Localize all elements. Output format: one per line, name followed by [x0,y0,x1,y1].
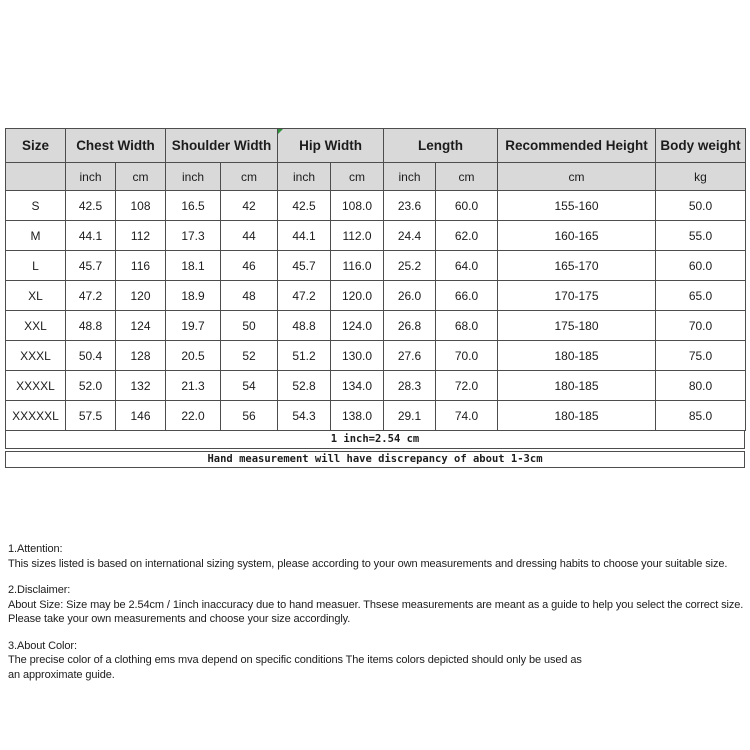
table-cell: 47.2 [66,281,116,311]
table-cell: 170-175 [498,281,656,311]
remark-attention-text: This sizes listed is based on international sizing system, please according to your own measurements and dressing habits to choose your suitable size. [8,557,728,570]
unit-header-blank [6,163,66,191]
col-header-recommended-height: Recommended Height [498,129,656,163]
table-cell: 28.3 [384,371,436,401]
table-cell: 116.0 [331,251,384,281]
remark-about-color-text-1: The precise color of a clothing ems mva depend on specific conditions The items colors depicted should only be used as [8,654,582,666]
table-cell: 50.0 [656,191,746,221]
table-cell: 18.1 [166,251,221,281]
table-cell: 108 [116,191,166,221]
table-cell: 120.0 [331,281,384,311]
table-cell: 68.0 [436,311,498,341]
table-cell: 75.0 [656,341,746,371]
table-cell: 134.0 [331,371,384,401]
table-cell: 112 [116,221,166,251]
size-chart-table-container [5,128,745,468]
col-header-length: Length [384,129,498,163]
col-header-hip-width: Hip Width [278,129,384,163]
remark-disclaimer-text-1: About Size: Size may be 2.54cm / 1inch inaccuracy due to hand measuer. Thsese measurements are meant as a guide to help you select the correct size. [8,598,744,611]
table-cell: 165-170 [498,251,656,281]
table-row [6,311,746,341]
table-row [6,221,746,251]
table-row [6,371,746,401]
table-cell: 60.0 [656,251,746,281]
size-label-cell: L [6,251,66,281]
excel-corner-marker-icon [278,129,283,134]
remark-attention [8,542,750,571]
table-cell: 62.0 [436,221,498,251]
unit-header-cm: cm [221,163,278,191]
table-cell: 26.0 [384,281,436,311]
unit-header-inch: inch [384,163,436,191]
col-header-chest-width: Chest Width [66,129,166,163]
table-cell: 124.0 [331,311,384,341]
table-cell: 44.1 [66,221,116,251]
unit-header-cm: cm [331,163,384,191]
table-cell: 42 [221,191,278,221]
table-note-inch-conversion: 1 inch=2.54 cm [5,431,745,449]
header-row-main [6,129,746,163]
table-cell: 48.8 [278,311,331,341]
remark-about-color [8,639,750,683]
table-cell: 52 [221,341,278,371]
table-cell: 45.7 [66,251,116,281]
table-cell: 50 [221,311,278,341]
table-cell: 80.0 [656,371,746,401]
table-cell: 72.0 [436,371,498,401]
table-cell: 155-160 [498,191,656,221]
table-cell: 180-185 [498,341,656,371]
table-cell: 29.1 [384,401,436,431]
col-header-size: Size [6,129,66,163]
table-cell: 16.5 [166,191,221,221]
remark-about-color-text-2: an approximate guide. [8,668,115,681]
size-chart-table [5,128,746,431]
table-cell: 74.0 [436,401,498,431]
unit-header-kg: kg [656,163,746,191]
size-label-cell: XXXXL [6,371,66,401]
table-cell: 60.0 [436,191,498,221]
table-row [6,281,746,311]
unit-header-cm: cm [498,163,656,191]
table-cell: 27.6 [384,341,436,371]
table-cell: 55.0 [656,221,746,251]
table-cell: 48.8 [66,311,116,341]
table-cell: 45.7 [278,251,331,281]
table-cell: 180-185 [498,371,656,401]
table-cell: 23.6 [384,191,436,221]
unit-header-inch: inch [66,163,116,191]
table-cell: 108.0 [331,191,384,221]
table-cell: 42.5 [278,191,331,221]
table-cell: 138.0 [331,401,384,431]
table-cell: 64.0 [436,251,498,281]
table-note-measurement-discrepancy: Hand measurement will have discrepancy of about 1-3cm [5,451,745,468]
table-cell: 70.0 [656,311,746,341]
table-cell: 19.7 [166,311,221,341]
table-cell: 24.4 [384,221,436,251]
size-label-cell: XXL [6,311,66,341]
remark-disclaimer-text-2: Please take your own measurements and choose your size accordingly. [8,613,351,625]
size-label-cell: S [6,191,66,221]
table-cell: 65.0 [656,281,746,311]
table-cell: 132 [116,371,166,401]
unit-header-cm: cm [116,163,166,191]
table-cell: 42.5 [66,191,116,221]
table-cell: 180-185 [498,401,656,431]
table-cell: 48 [221,281,278,311]
table-cell: 146 [116,401,166,431]
header-row-units [6,163,746,191]
col-header-body-weight: Body weight [656,129,746,163]
table-cell: 124 [116,311,166,341]
table-row [6,251,746,281]
table-cell: 128 [116,341,166,371]
col-header-shoulder-width: Shoulder Width [166,129,278,163]
table-cell: 50.4 [66,341,116,371]
size-label-cell: XXXXXL [6,401,66,431]
table-cell: 47.2 [278,281,331,311]
table-row [6,191,746,221]
remark-disclaimer-title: 2.Disclaimer: [8,584,71,596]
table-cell: 54 [221,371,278,401]
table-cell: 22.0 [166,401,221,431]
remark-about-color-title: 3.About Color: [8,639,77,652]
table-cell: 120 [116,281,166,311]
unit-header-inch: inch [278,163,331,191]
table-cell: 51.2 [278,341,331,371]
table-cell: 44.1 [278,221,331,251]
table-row [6,341,746,371]
table-cell: 116 [116,251,166,281]
size-label-cell: XXXL [6,341,66,371]
table-cell: 160-165 [498,221,656,251]
table-cell: 66.0 [436,281,498,311]
unit-header-inch: inch [166,163,221,191]
table-cell: 21.3 [166,371,221,401]
table-cell: 52.8 [278,371,331,401]
table-cell: 25.2 [384,251,436,281]
table-cell: 112.0 [331,221,384,251]
table-cell: 57.5 [66,401,116,431]
size-label-cell: M [6,221,66,251]
remarks-block [8,542,750,694]
remark-disclaimer [8,583,750,627]
remark-attention-title: 1.Attention: [8,543,63,555]
table-cell: 18.9 [166,281,221,311]
table-cell: 44 [221,221,278,251]
table-cell: 26.8 [384,311,436,341]
table-cell: 56 [221,401,278,431]
table-cell: 85.0 [656,401,746,431]
table-cell: 17.3 [166,221,221,251]
table-cell: 46 [221,251,278,281]
unit-header-cm: cm [436,163,498,191]
table-cell: 52.0 [66,371,116,401]
table-cell: 175-180 [498,311,656,341]
table-cell: 70.0 [436,341,498,371]
table-cell: 20.5 [166,341,221,371]
table-cell: 130.0 [331,341,384,371]
size-label-cell: XL [6,281,66,311]
table-cell: 54.3 [278,401,331,431]
table-row [6,401,746,431]
